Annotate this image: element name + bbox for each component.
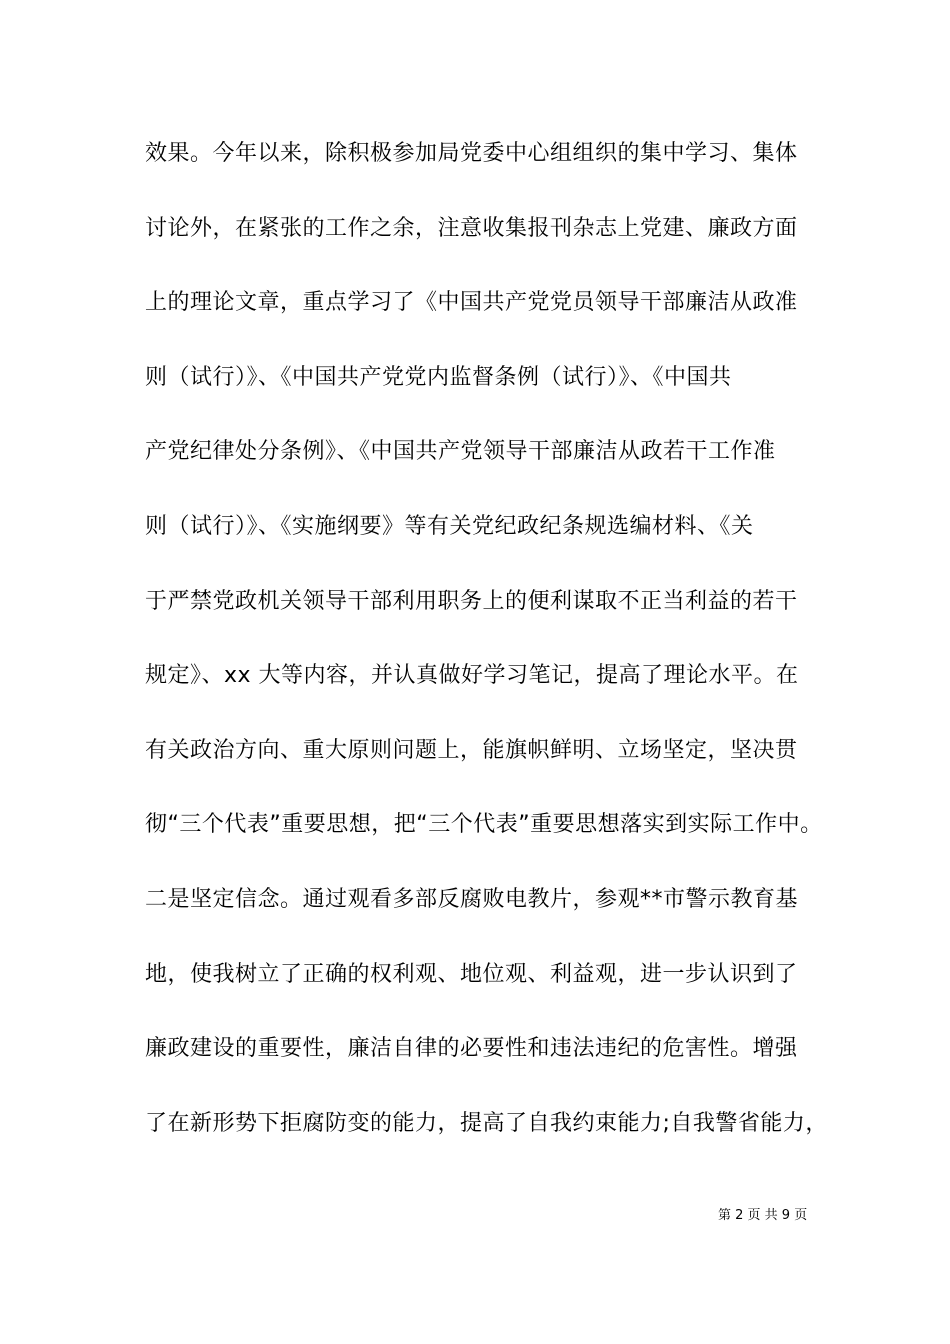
text-line: 于严禁党政机关领导干部利用职务上的便利谋取不正当利益的若干 — [145, 588, 798, 614]
text-line: 则（试行）》、《实施纲要》等有关党纪政纪条规选编材料、《关 — [145, 513, 754, 539]
body-text — [145, 134, 828, 1178]
text-line: 了在新形势下拒腐防变的能力，提高了自我约束能力;自我警省能力， — [145, 1110, 828, 1136]
text-line: 地，使我树立了正确的权利观、地位观、利益观，进一步认识到了 — [145, 961, 798, 987]
page-number-footer: 第 2 页 共 9 页 — [718, 1208, 808, 1223]
text-line: 上的理论文章，重点学习了《中国共产党党员领导干部廉洁从政准 — [145, 290, 798, 316]
text-line: 彻“三个代表”重要思想，把“三个代表”重要思想落实到实际工作中。 — [145, 812, 823, 838]
text-line: 讨论外，在紧张的工作之余，注意收集报刊杂志上党建、廉政方面 — [145, 215, 798, 241]
text-line: 则（试行）》、《中国共产党党内监督条例（试行）》、《中国共 — [145, 364, 732, 390]
text-line: 有关政治方向、重大原则问题上，能旗帜鲜明、立场坚定，坚决贯 — [145, 737, 798, 763]
text-line: 产党纪律处分条例》、《中国共产党领导干部廉洁从政若干工作准 — [145, 439, 776, 465]
text-line: 廉政建设的重要性，廉洁自律的必要性和违法违纪的危害性。增强 — [145, 1036, 798, 1062]
text-line: 规定》、xx 大等内容，并认真做好学习笔记，提高了理论水平。在 — [145, 663, 799, 689]
text-line: 效果。今年以来，除积极参加局党委中心组组织的集中学习、集体 — [145, 141, 798, 166]
text-line: 二是坚定信念。通过观看多部反腐败电教片，参观**市警示教育基 — [145, 886, 799, 912]
